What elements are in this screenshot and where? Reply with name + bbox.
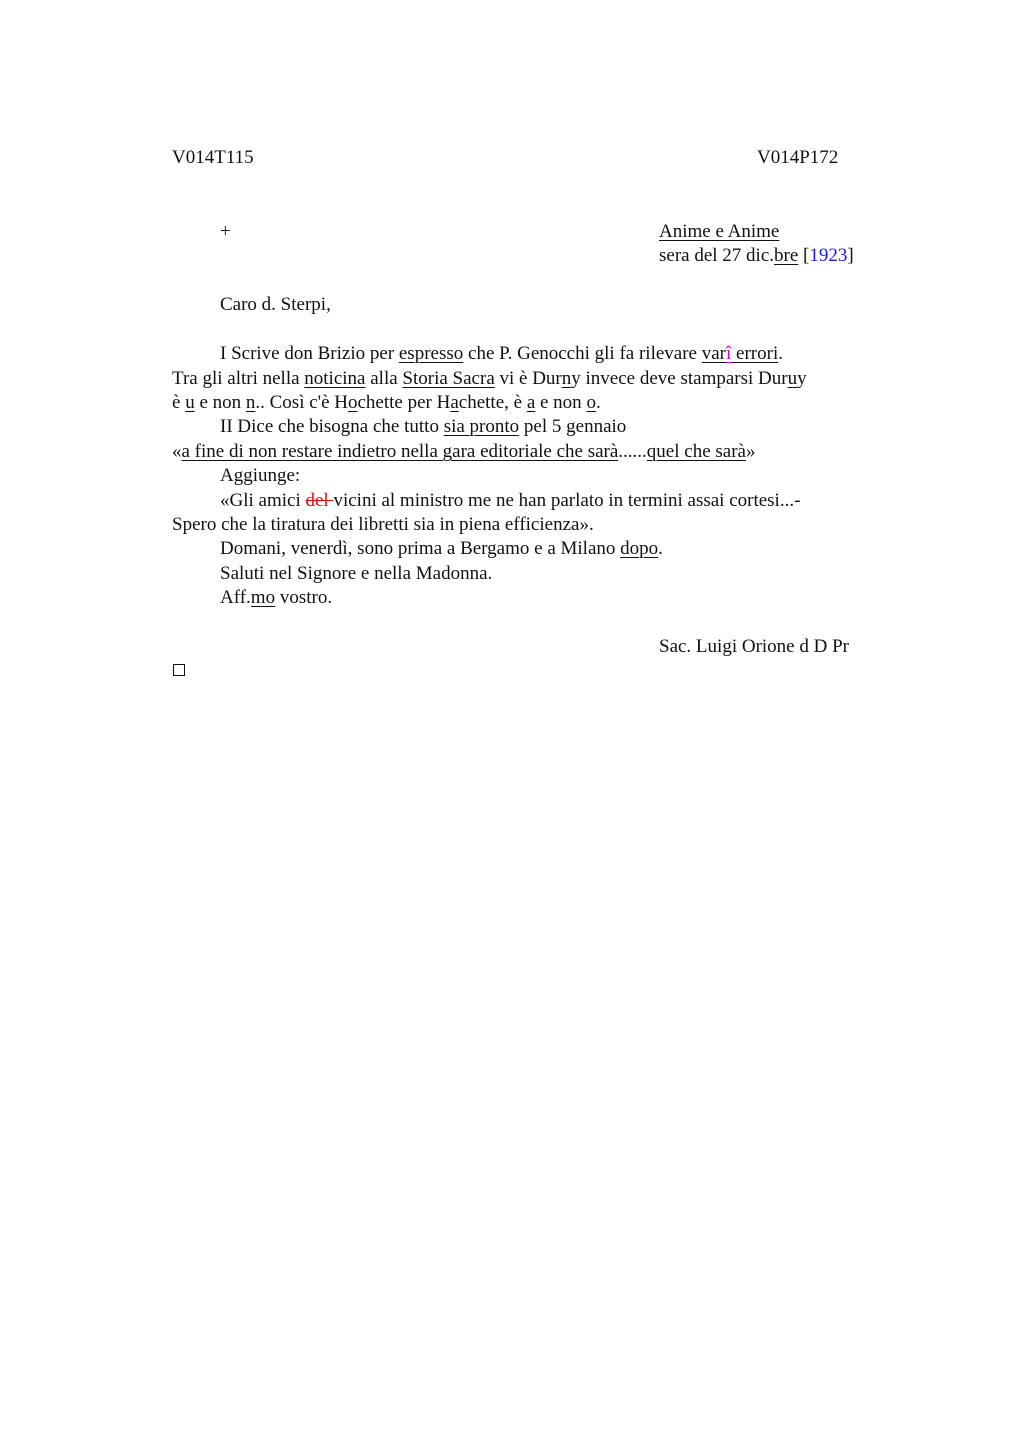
text: o — [586, 392, 596, 413]
body-line-2 — [172, 367, 807, 391]
text: vostro. — [275, 587, 333, 608]
deleted-text: del — [305, 490, 334, 511]
text: . — [658, 538, 663, 559]
text: vi è Dur — [494, 368, 562, 389]
text: sia pronto — [443, 416, 520, 437]
year-open: [ — [798, 245, 810, 266]
year: 1923 — [809, 245, 848, 266]
text: e non — [535, 392, 587, 413]
text: Domani, venerdì, sono prima a Bergamo e a Milano — [220, 538, 621, 559]
text: ...... — [618, 441, 647, 462]
body-line-9 — [220, 537, 663, 561]
heading-date — [659, 244, 854, 268]
text: errori — [731, 343, 779, 364]
body-line-6: Aggiunge: — [220, 465, 301, 486]
year-close: ] — [847, 245, 854, 266]
body-line-3 — [172, 391, 601, 415]
text: « — [172, 441, 182, 462]
text: . — [595, 392, 601, 413]
body-line-11 — [220, 586, 332, 610]
text: «Gli amici — [220, 490, 306, 511]
text: a fine di non restare indietro nella gara editoriale che sarà — [181, 441, 619, 462]
text: » — [745, 441, 756, 462]
body-line-1 — [220, 342, 783, 366]
text: è — [172, 392, 186, 413]
text: I Scrive don Brizio per — [220, 343, 399, 364]
text: n — [561, 368, 572, 389]
signature: Sac. Luigi Orione d D Pr — [659, 636, 849, 657]
text: î — [726, 343, 732, 364]
text: Storia Sacra — [402, 368, 495, 389]
text: u — [787, 368, 798, 389]
text: che P. Genocchi gli fa rilevare — [463, 343, 702, 364]
text: vicini al ministro me ne han parlato in termini assai cortesi...- — [333, 490, 801, 511]
text: a — [526, 392, 536, 413]
text: pel 5 gennaio — [519, 416, 627, 437]
header-right-code: V014P172 — [757, 147, 839, 168]
heading-title — [659, 220, 779, 244]
heading-title-text: Anime e Anime — [659, 221, 780, 242]
text: quel che sarà — [646, 441, 746, 462]
body-line-5 — [172, 440, 755, 464]
date-sup: bre — [774, 245, 799, 266]
body-line-10: Saluti nel Signore e nella Madonna. — [220, 563, 493, 584]
text: o — [347, 392, 358, 413]
text: e non — [194, 392, 246, 413]
text: y — [797, 368, 807, 389]
date-prefix: sera del 27 dic. — [659, 245, 775, 266]
text: y invece deve stamparsi Dur — [571, 368, 788, 389]
text: n — [245, 392, 256, 413]
text: noticina — [304, 368, 366, 389]
body-line-4 — [220, 415, 626, 439]
text: espresso — [398, 343, 464, 364]
text: alla — [365, 368, 403, 389]
text: chette per H — [357, 392, 451, 413]
text: . — [778, 343, 783, 364]
header-left-code: V014T115 — [172, 147, 254, 168]
text: .. Così c'è H — [255, 392, 348, 413]
text: chette, è — [458, 392, 527, 413]
text: dopo — [620, 538, 659, 559]
text: mo — [250, 587, 276, 608]
text: u — [185, 392, 195, 413]
text: Aff. — [220, 587, 251, 608]
body-line-7 — [220, 489, 800, 513]
salutation: Caro d. Sterpi, — [220, 294, 331, 315]
cross-mark: + — [220, 221, 231, 242]
text: a — [450, 392, 459, 413]
text: Tra gli altri nella — [172, 368, 305, 389]
checkbox-square-icon — [173, 664, 185, 676]
text: var — [701, 343, 726, 364]
text: II Dice che bisogna che tutto — [220, 416, 444, 437]
body-line-8: Spero che la tiratura dei libretti sia in piena efficienza». — [172, 514, 594, 535]
